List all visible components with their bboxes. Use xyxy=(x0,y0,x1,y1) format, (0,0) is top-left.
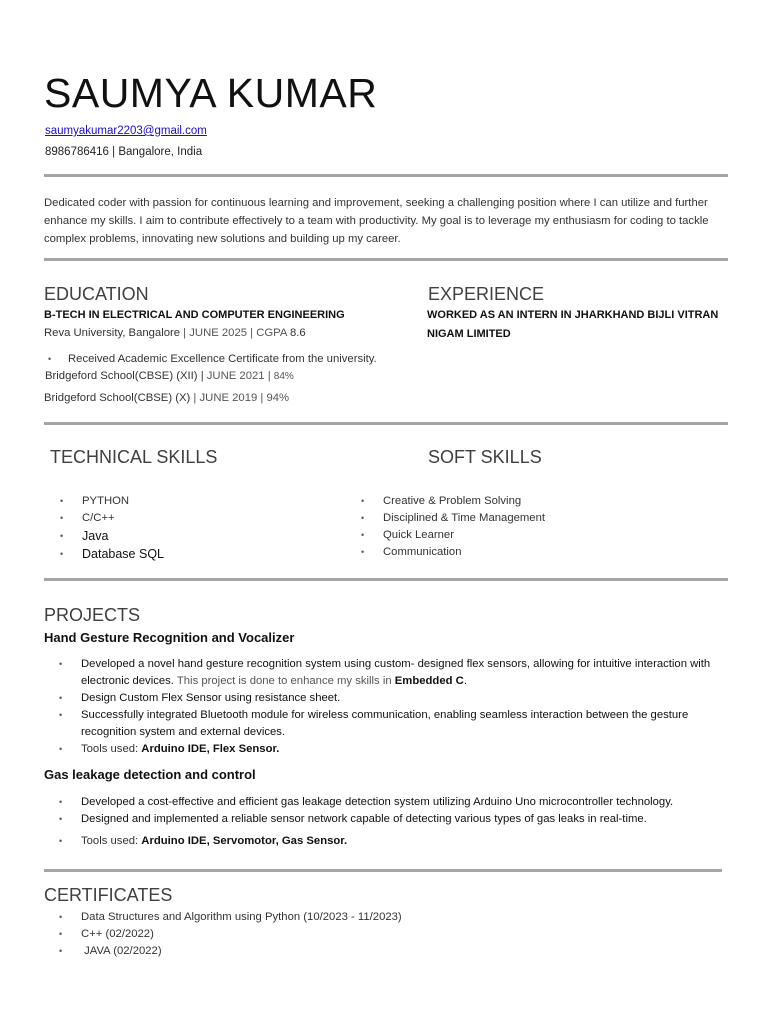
technical-skills-heading: TECHNICAL SKILLS xyxy=(50,447,218,467)
certificates-list xyxy=(44,909,644,960)
education-achievements xyxy=(33,351,413,368)
summary-text: Dedicated coder with passion for continuous learning and improvement, seeking a challenging position where I can utilize and further enhance my skills. I aim to contribute effectively to a team with productivity. My goal is to leverage my enthusiasm for coding to tackle complex problems, innovating new solutions and building up my career. xyxy=(44,197,709,245)
candidate-name: SAUMYA KUMAR xyxy=(44,70,378,116)
project-tools xyxy=(44,741,724,758)
project-bullets xyxy=(44,656,724,758)
technical-skills-list xyxy=(45,493,345,563)
school-x-name: Bridgeford School(CBSE) (X) xyxy=(44,392,191,404)
university-meta: | JUNE 2025 | CGPA xyxy=(180,327,290,339)
university-name: Reva University, Bangalore xyxy=(44,327,181,339)
project-bullet xyxy=(44,656,724,690)
tools-value: Arduino IDE, Flex Sensor. xyxy=(141,743,280,755)
project-title: Gas leakage detection and control xyxy=(44,767,256,782)
skill-item: • Disciplined & Time Management xyxy=(346,510,686,527)
school-xii-meta: JUNE 2021 | xyxy=(203,370,274,382)
skill-item: • Java xyxy=(45,527,345,545)
experience-heading: EXPERIENCE xyxy=(428,284,545,304)
soft-skills-heading: SOFT SKILLS xyxy=(428,447,542,467)
bullet-text: Developed a novel hand gesture recognition system using custom- designed flex sensors, allowing for intuitive interaction with electronic devices. xyxy=(81,658,711,687)
certificates-heading: CERTIFICATES xyxy=(44,885,173,905)
divider xyxy=(44,422,728,425)
certificate-item: • Data Structures and Algorithm using Python (10/2023 - 11/2023) xyxy=(44,909,644,926)
skill-item: • Communication xyxy=(346,544,686,561)
email-link[interactable]: saumyakumar2203@gmail.com xyxy=(45,125,207,137)
experience-line-2: NIGAM LIMITED xyxy=(427,328,511,340)
project-bullet: • Designed and implemented a reliable sensor network capable of detecting various types of gas leaks in real-time. xyxy=(44,811,724,828)
certificate-item: • C++ (02/2022) xyxy=(44,926,644,943)
school-xii-score: 84% xyxy=(273,371,294,382)
project-bullet: • Successfully integrated Bluetooth module for wireless communication, enabling seamless interaction between the gesture recognition system and external devices. xyxy=(44,707,724,741)
bullet-text: . xyxy=(463,675,467,687)
project-bullet: • Developed a cost-effective and efficient gas leakage detection system utilizing Arduino Uno microcontroller technology. xyxy=(44,794,724,811)
certificate-item: • JAVA (02/2022) xyxy=(44,943,644,960)
university-cgpa: 8.6 xyxy=(289,327,306,339)
tools-label: Tools used: xyxy=(81,743,142,755)
divider xyxy=(44,174,728,177)
education-degree: B-TECH IN ELECTRICAL AND COMPUTER ENGINEERING xyxy=(44,309,345,321)
divider xyxy=(44,578,728,581)
project-title: Hand Gesture Recognition and Vocalizer xyxy=(44,630,295,645)
divider xyxy=(44,258,728,261)
education-school-xii xyxy=(45,370,294,382)
experience-line-1: WORKED AS AN INTERN IN JHARKHAND BIJLI VITRAN xyxy=(427,309,719,321)
soft-skills-list xyxy=(346,493,686,561)
contact-info: 8986786416 | Bangalore, India xyxy=(45,146,203,158)
tools-value: Arduino IDE, Servomotor, Gas Sensor. xyxy=(141,835,348,847)
divider xyxy=(44,869,722,872)
skill-item: • Database SQL xyxy=(45,545,345,563)
project-tools-list xyxy=(44,833,724,850)
school-x-meta: | JUNE 2019 | 94% xyxy=(190,392,290,404)
skill-item: • Quick Learner xyxy=(346,527,686,544)
education-heading: EDUCATION xyxy=(44,284,149,304)
achievement-item: • Received Academic Excellence Certificate from the university. xyxy=(33,351,413,368)
education-school-x xyxy=(44,392,289,404)
tools-label: Tools used: xyxy=(81,835,142,847)
project-bullets xyxy=(44,794,724,828)
bullet-text: Embedded C xyxy=(394,675,464,687)
project-tools xyxy=(44,833,724,850)
skill-item: • C/C++ xyxy=(45,510,345,527)
school-xii-name: Bridgeford School(CBSE) (XII) | xyxy=(45,370,204,382)
education-university xyxy=(44,327,306,339)
skill-item: • PYTHON xyxy=(45,493,345,510)
project-bullet: • Design Custom Flex Sensor using resistance sheet. xyxy=(44,690,724,707)
projects-heading: PROJECTS xyxy=(44,605,141,625)
skill-item: • Creative & Problem Solving xyxy=(346,493,686,510)
bullet-text: This project is done to enhance my skills in xyxy=(173,675,395,687)
